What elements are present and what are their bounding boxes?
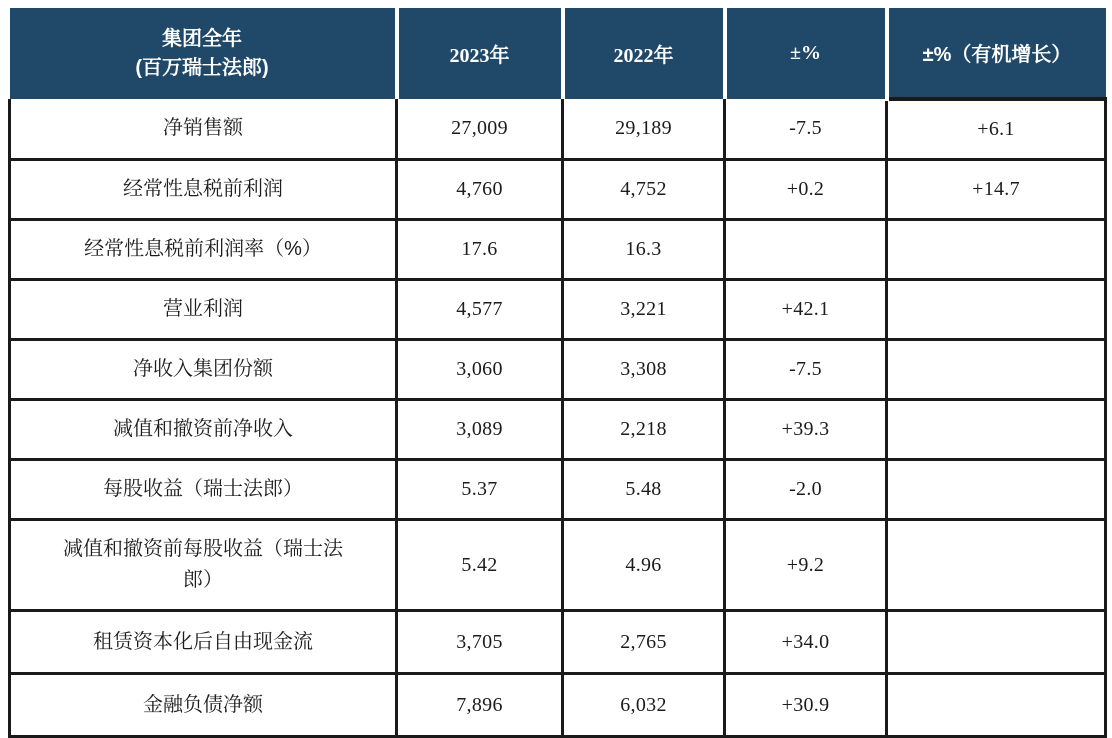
- value-2023-cell: 5.42: [397, 520, 563, 611]
- table-row: [10, 674, 1106, 737]
- table-row: [10, 520, 1106, 611]
- organic-growth-cell: [887, 674, 1106, 737]
- row-label-cell: 租赁资本化后自由现金流: [10, 611, 397, 674]
- value-2023-cell: 27,009: [397, 99, 563, 160]
- value-2022-cell: 4.96: [563, 520, 725, 611]
- change-pct-cell: -7.5: [725, 340, 887, 400]
- table-row: [10, 220, 1106, 280]
- organic-growth-cell: +14.7: [887, 160, 1106, 220]
- change-pct-cell: [725, 220, 887, 280]
- value-2022-cell: 3,308: [563, 340, 725, 400]
- value-2023-cell: 4,760: [397, 160, 563, 220]
- table-row: [10, 160, 1106, 220]
- value-2022-cell: 6,032: [563, 674, 725, 737]
- organic-growth-cell: +6.1: [887, 99, 1106, 160]
- header-year-2022: 2022年: [563, 8, 725, 99]
- row-label-cell: 营业利润: [10, 280, 397, 340]
- organic-growth-cell: [887, 520, 1106, 611]
- table-row: [10, 460, 1106, 520]
- change-pct-cell: +39.3: [725, 400, 887, 460]
- row-label-cell: 经常性息税前利润: [10, 160, 397, 220]
- value-2023-cell: 3,060: [397, 340, 563, 400]
- value-2023-cell: 5.37: [397, 460, 563, 520]
- row-label-cell: 减值和撤资前每股收益（瑞士法郎）: [10, 520, 397, 611]
- value-2022-cell: 4,752: [563, 160, 725, 220]
- header-change-pct: ±%: [725, 8, 887, 99]
- table-row: [10, 400, 1106, 460]
- table-row: [10, 99, 1106, 160]
- value-2023-cell: 3,089: [397, 400, 563, 460]
- header-group-metric: [10, 8, 397, 99]
- change-pct-cell: +34.0: [725, 611, 887, 674]
- row-label-cell: 减值和撤资前净收入: [10, 400, 397, 460]
- change-pct-cell: -2.0: [725, 460, 887, 520]
- organic-growth-cell: [887, 460, 1106, 520]
- value-2023-cell: 3,705: [397, 611, 563, 674]
- value-2022-cell: 2,765: [563, 611, 725, 674]
- change-pct-cell: +9.2: [725, 520, 887, 611]
- organic-growth-cell: [887, 220, 1106, 280]
- row-label-cell: 金融负债净额: [10, 674, 397, 737]
- value-2022-cell: 3,221: [563, 280, 725, 340]
- organic-growth-cell: [887, 280, 1106, 340]
- table-row: [10, 280, 1106, 340]
- value-2022-cell: 2,218: [563, 400, 725, 460]
- value-2023-cell: 7,896: [397, 674, 563, 737]
- financial-results-table: [8, 8, 1107, 738]
- header-year-2023: 2023年: [397, 8, 563, 99]
- row-label-cell: 经常性息税前利润率（%）: [10, 220, 397, 280]
- organic-growth-cell: [887, 340, 1106, 400]
- value-2022-cell: 29,189: [563, 99, 725, 160]
- table-body: [10, 99, 1106, 737]
- value-2023-cell: 4,577: [397, 280, 563, 340]
- table-header: [10, 8, 1106, 99]
- header-row: [10, 8, 1106, 99]
- value-2022-cell: 16.3: [563, 220, 725, 280]
- header-group-unit: (百万瑞士法郎): [135, 56, 269, 79]
- change-pct-cell: +30.9: [725, 674, 887, 737]
- change-pct-cell: -7.5: [725, 99, 887, 160]
- row-label-cell: 净收入集团份额: [10, 340, 397, 400]
- header-group-title: 集团全年: [162, 27, 242, 50]
- row-label-cell: 净销售额: [10, 99, 397, 160]
- change-pct-cell: +0.2: [725, 160, 887, 220]
- organic-growth-cell: [887, 400, 1106, 460]
- row-label-cell: 每股收益（瑞士法郎）: [10, 460, 397, 520]
- value-2023-cell: 17.6: [397, 220, 563, 280]
- table-row: [10, 340, 1106, 400]
- table-row: [10, 611, 1106, 674]
- change-pct-cell: +42.1: [725, 280, 887, 340]
- organic-growth-cell: [887, 611, 1106, 674]
- value-2022-cell: 5.48: [563, 460, 725, 520]
- header-organic-growth-pct: ±%（有机增长）: [887, 8, 1106, 99]
